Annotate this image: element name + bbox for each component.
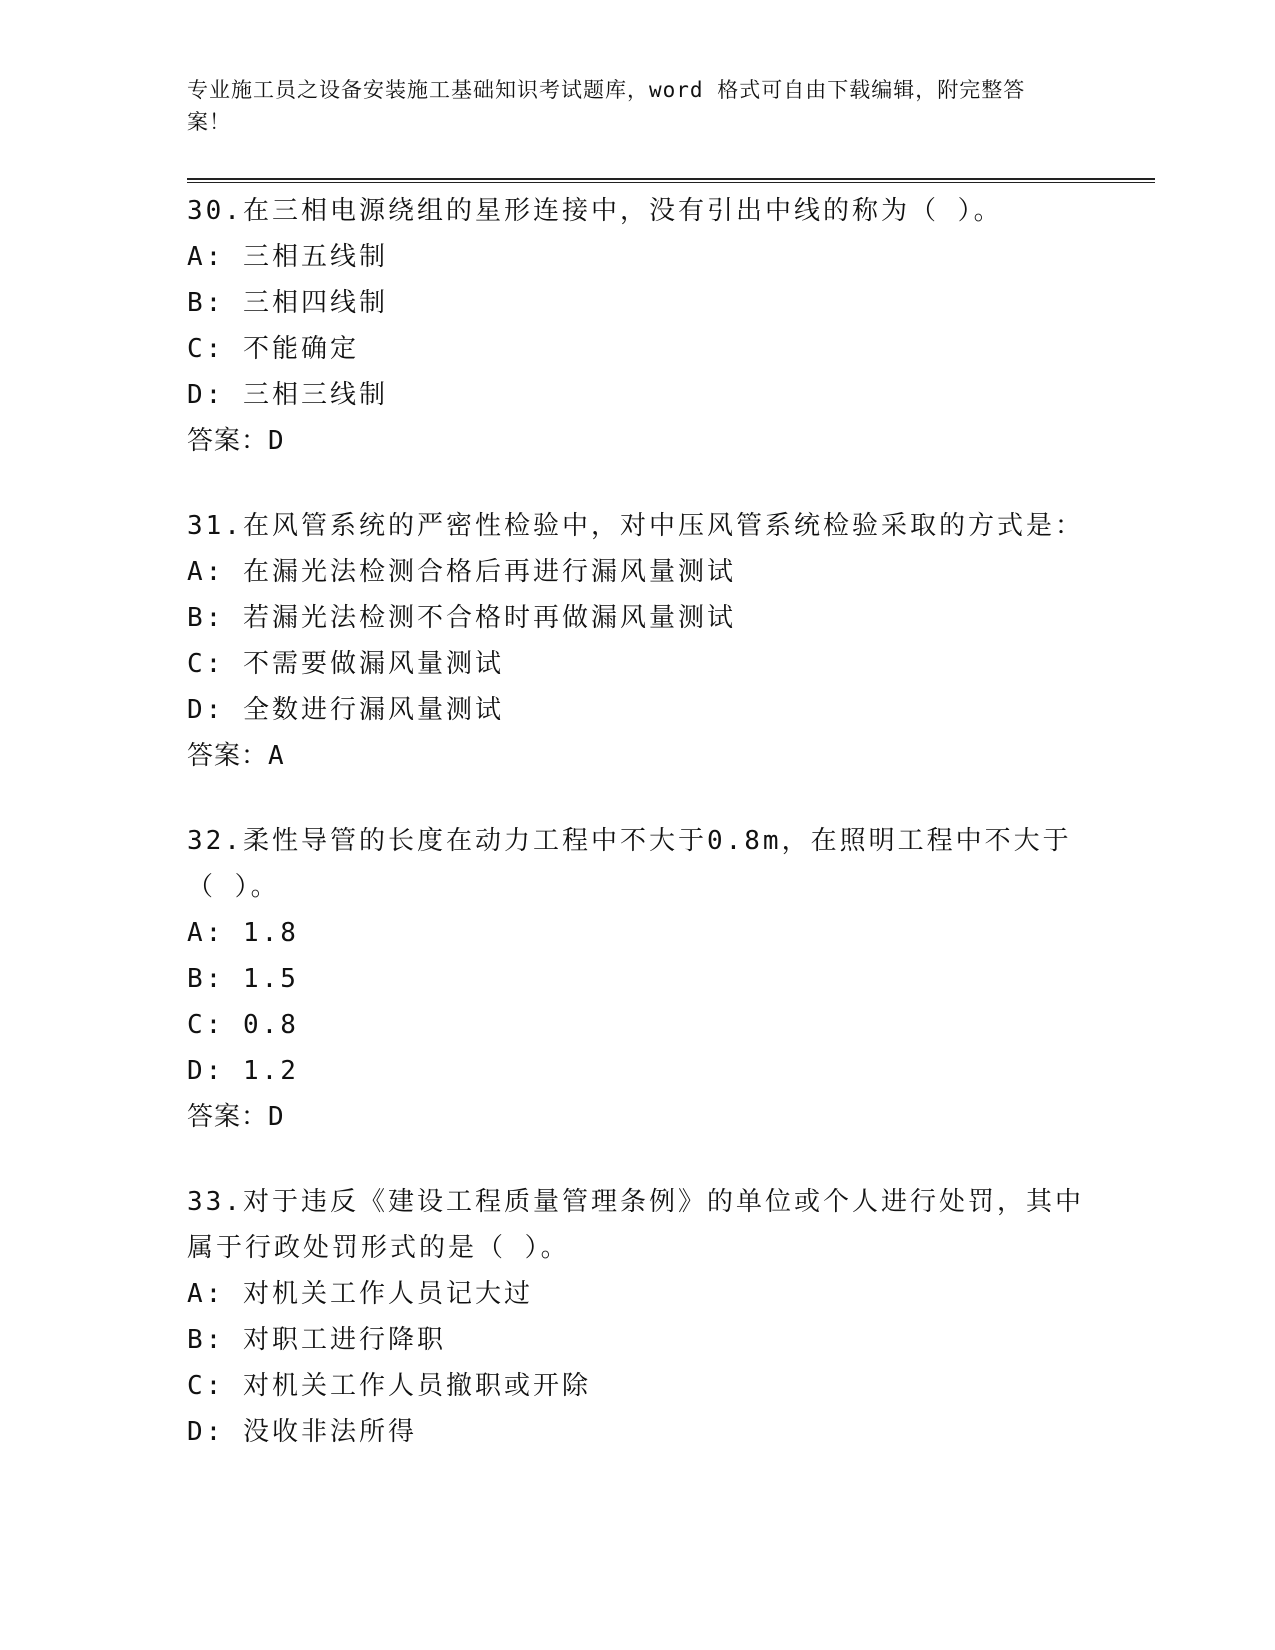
question-stem: 32.柔性导管的长度在动力工程中不大于0.8m，在照明工程中不大于（ ）。 [187,826,1072,902]
header-rule-thin [187,182,1155,183]
option-c: C: 不需要做漏风量测试 [187,649,504,679]
option-a: A: 三相五线制 [187,242,388,272]
question-32 [187,818,1087,1140]
option-a: A: 在漏光法检测合格后再进行漏风量测试 [187,557,736,587]
question-30 [187,188,1087,464]
question-stem: 33.对于违反《建设工程质量管理条例》的单位或个人进行处罚，其中属于行政处罚形式的是（ ）。 [187,1187,1084,1263]
question-stem: 31.在风管系统的严密性检验中，对中压风管系统检验采取的方式是： [187,511,1084,541]
option-a: A: 1.8 [187,918,299,948]
option-d: D: 1.2 [187,1056,299,1086]
option-d: D: 全数进行漏风量测试 [187,695,504,725]
option-c: C: 不能确定 [187,334,359,364]
document-header: 专业施工员之设备安装施工基础知识考试题库，word 格式可自由下载编辑，附完整答案！ [187,78,1026,134]
option-c: C: 0.8 [187,1010,299,1040]
header-rule-thick [187,178,1155,180]
answer-line: 答案：D [187,1102,285,1132]
option-b: B: 对职工进行降职 [187,1325,446,1355]
option-b: B: 三相四线制 [187,288,388,318]
question-stem: 30.在三相电源绕组的星形连接中，没有引出中线的称为（ ）。 [187,196,1003,226]
option-b: B: 若漏光法检测不合格时再做漏风量测试 [187,603,736,633]
option-d: D: 三相三线制 [187,380,388,410]
option-a: A: 对机关工作人员记大过 [187,1279,533,1309]
option-d: D: 没收非法所得 [187,1417,417,1447]
question-list [187,188,1087,1494]
answer-line: 答案：D [187,426,285,456]
question-33 [187,1179,1087,1455]
answer-line: 答案：A [187,741,285,771]
option-c: C: 对机关工作人员撤职或开除 [187,1371,591,1401]
option-b: B: 1.5 [187,964,299,994]
question-31 [187,503,1087,779]
